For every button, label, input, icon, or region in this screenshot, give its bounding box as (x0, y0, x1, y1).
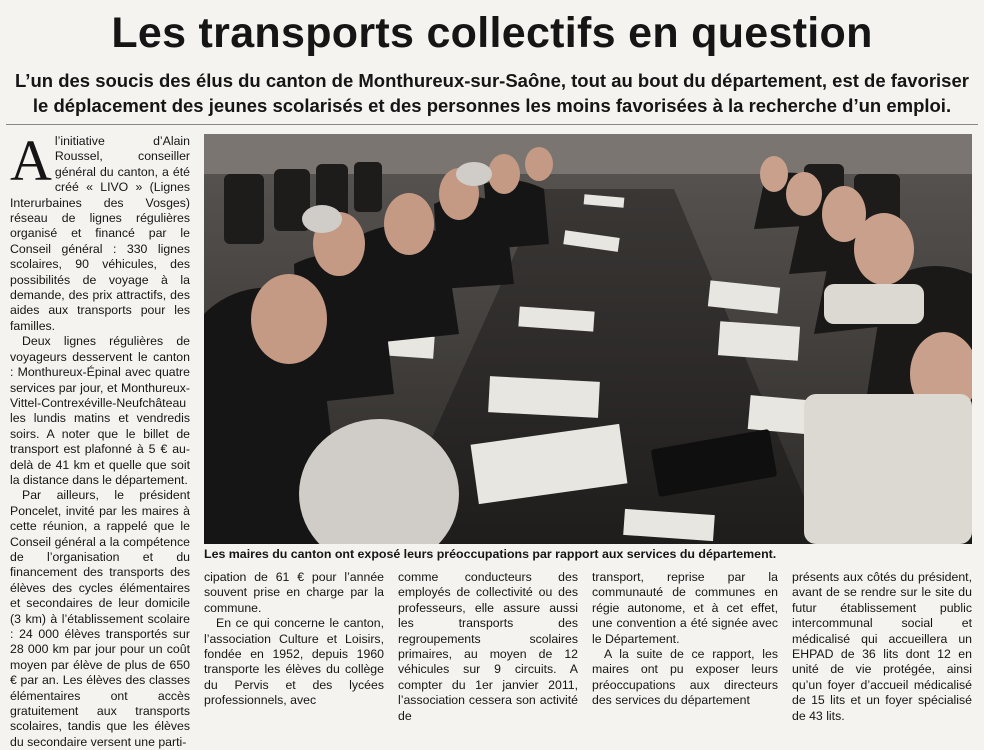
column-1 (10, 128, 190, 750)
column-3 (398, 570, 578, 724)
column-1-paragraph-2: Deux lignes régulières de voyageurs desservent le canton : Monthureux-Épinal avec quatre services par jour, et Monthureux-Vittel-Contrexéville-Neufchâteau les lundis matins et vendredis soirs. A noter que le billet de transport est plafonné à 5 € au-delà de 41 km et quelle que soit la distance dans le département. (10, 334, 190, 487)
meeting-photo (204, 134, 972, 544)
column-5 (792, 570, 972, 724)
headline: Les transports collectifs en question (111, 9, 873, 57)
column-1-paragraph-1-text: l’initiative d’Alain Roussel, conseiller général du canton, a été créé « LIVO » (Lignes Interurbaines des Vosges) réseau de lignes régulières organisé et financé par le Conseil général : 330 lignes scolaires, 90 véhicules, des possibilités de voyage à la demande, des prix attractifs, des aides aux transports pour les familles. (10, 134, 190, 333)
column-1-paragraph-3: Par ailleurs, le président Poncelet, invité par les maires à cette réunion, a rappelé que le Conseil général a la compétence de l’organisation et du financement des transports des élèves des cycles élémentaires et secondaires de leur domicile (3 km) à l’établissement scolaire : 24 000 élèves transportés sur 28 000 km par jour pour un coût moyen par élève de plus de 650 € par an. Les élèves des classes élémentaires ont accès gratuitement aux transports scolaires, tandis que les élèves du secondaire versent une parti- (10, 488, 190, 749)
column-1-paragraph-1 (10, 128, 190, 334)
column-2-paragraph-2: En ce qui concerne le canton, l’association Culture et Loisirs, fondée en 1952, depuis 1960 transporte les élèves du collège du Pervis et des lycées professionnels, avec (204, 616, 384, 708)
photo-caption: Les maires du canton ont exposé leurs préoccupations par rapport aux services du département. (204, 547, 777, 561)
divider-rule (6, 124, 978, 125)
meeting-photo-illustration (204, 134, 972, 544)
standfirst: L’un des soucis des élus du canton de Monthureux-sur-Saône, tout au bout du département, est de favoriser le déplacement des jeunes scolarisés et des personnes les moins favorisées à la recherche d’un emploi. (15, 70, 969, 116)
column-4-paragraph-1: transport, reprise par la communauté de communes en régie autonome, et à cet effet, une convention a été signée avec le Département. (592, 570, 778, 646)
column-3-paragraph-1: comme conducteurs des employés de collectivité ou des professeurs, elle assure aussi les transports des regroupements scolaires primaires, au moyen de 12 véhicules sur 9 circuits. A compter du 1er janvier 2011, l’association cessera son activité de (398, 570, 578, 723)
column-2-paragraph-1: cipation de 61 € pour l’année souvent prise en charge par la commune. (204, 570, 384, 615)
column-5-paragraph-1: présents aux côtés du président, avant de se rendre sur le site du futur établissement public intercommunal social et médicalisé qui accueillera un EHPAD de 36 lits dont 12 en unité de vie protégée, ainsi qu’un foyer d’accueil médicalisé de 15 lits et un foyer spécialisé de 43 lits. (792, 570, 972, 723)
drop-cap: A (10, 128, 52, 193)
column-4-paragraph-2: A la suite de ce rapport, les maires ont pu exposer leurs préoccupations aux directeurs des services du département (592, 647, 778, 708)
column-4 (592, 570, 778, 709)
column-2 (204, 570, 384, 709)
